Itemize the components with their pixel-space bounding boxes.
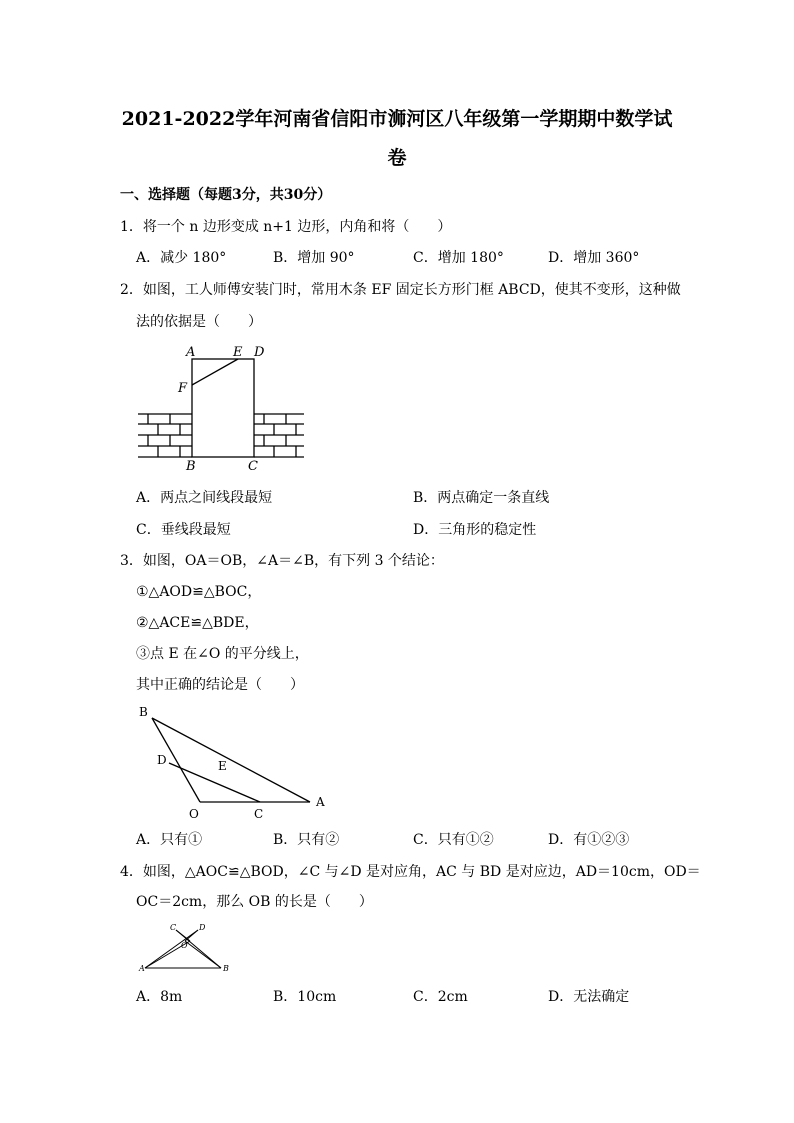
q3-conclusion-3: ③点 E 在∠O 的平分线上， xyxy=(136,646,309,662)
q2-option-b[interactable]: B．两点确定一条直线 xyxy=(413,490,550,506)
q4-label-a: A xyxy=(139,964,145,973)
q3-label-d: D xyxy=(157,753,167,767)
q3-conclusion-1: ①△AOD≌△BOC， xyxy=(136,584,262,600)
q3-label-b: B xyxy=(139,705,148,719)
q2-label-d: D xyxy=(254,345,265,360)
page-title-line-1: 2021-2022学年河南省信阳市浉河区八年级第一学期期中数学试 xyxy=(121,108,673,130)
q2-option-a[interactable]: A．两点之间线段最短 xyxy=(136,490,273,506)
q2-label-a: A xyxy=(186,345,196,360)
q2-label-c: C xyxy=(248,459,258,474)
question-2-stem-line-2: 法的依据是（ ） xyxy=(136,314,262,330)
question-3-stem: 3．如图，OA＝OB，∠A＝∠B，有下列 3 个结论： xyxy=(120,553,444,569)
q4-label-c: C xyxy=(170,923,177,932)
q3-label-e: E xyxy=(218,759,227,773)
question-1-stem: 1．将一个 n 边形变成 n+1 边形，内角和将（ ） xyxy=(120,219,452,235)
q4-option-d[interactable]: D．无法确定 xyxy=(548,989,630,1005)
q4-option-a[interactable]: A．8m xyxy=(136,989,183,1005)
q3-prompt: 其中正确的结论是（ ） xyxy=(136,677,304,693)
q3-option-b[interactable]: B．只有② xyxy=(273,832,340,848)
q2-label-b: B xyxy=(186,459,196,474)
q3-option-c[interactable]: C．只有①② xyxy=(413,832,494,848)
question-2-stem-line-1: 2．如图，工人师傅安装门时，常用木条 EF 固定长方形门框 ABCD，使其不变形，这种做 xyxy=(120,282,681,298)
q1-option-c[interactable]: C．增加 180° xyxy=(413,250,504,266)
q4-option-b[interactable]: B．10cm xyxy=(273,989,337,1005)
q2-option-c[interactable]: C．垂线段最短 xyxy=(136,522,231,538)
q3-option-a[interactable]: A．只有① xyxy=(136,832,203,848)
question-4-stem-line-2: OC＝2cm，那么 OB 的长是（ ） xyxy=(136,894,373,910)
q4-label-o: O xyxy=(181,941,188,950)
q2-option-d[interactable]: D．三角形的稳定性 xyxy=(413,522,537,538)
q4-option-c[interactable]: C．2cm xyxy=(413,989,468,1005)
q3-label-a: A xyxy=(316,795,325,809)
q1-option-b[interactable]: B．增加 90° xyxy=(273,250,355,266)
q3-label-o: O xyxy=(189,807,199,821)
q3-label-c: C xyxy=(254,807,264,821)
q1-option-a[interactable]: A．减少 180° xyxy=(136,250,227,266)
q4-label-b: B xyxy=(223,964,229,973)
question-4-stem-line-1: 4．如图，△AOC≌△BOD，∠C 与∠D 是对应角，AC 与 BD 是对应边，AD＝10cm，OD＝ xyxy=(120,864,701,880)
q1-option-d[interactable]: D．增加 360° xyxy=(548,250,640,266)
q2-label-e: E xyxy=(233,345,243,360)
q3-conclusion-2: ②△ACE≌△BDE， xyxy=(136,615,259,631)
page-title-line-2: 卷 xyxy=(387,147,407,169)
q2-label-f: F xyxy=(178,381,188,396)
section-header: 一、选择题（每题3分，共30分） xyxy=(120,187,332,203)
q3-option-d[interactable]: D．有①②③ xyxy=(548,832,630,848)
q4-label-d: D xyxy=(199,923,206,932)
